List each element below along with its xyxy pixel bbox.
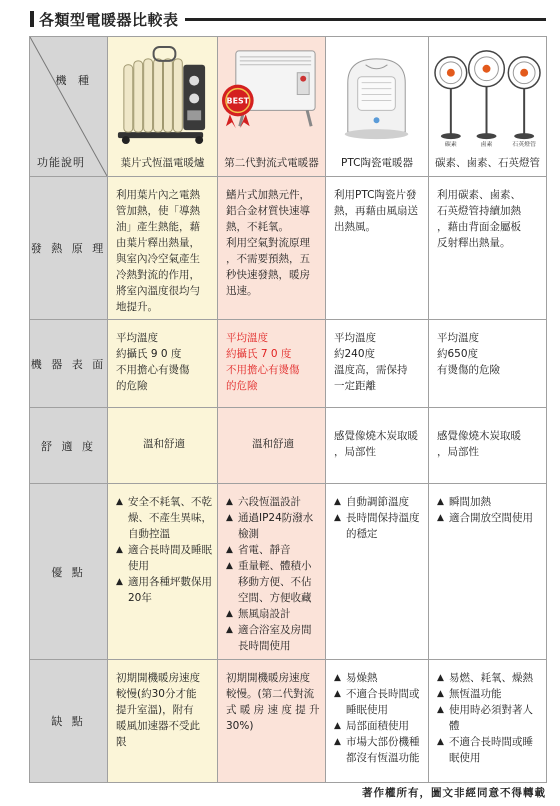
surface-convection-heater: 平均溫度 約攝氏 7 0 度 不用擔心有燙傷 的危險	[226, 332, 300, 392]
list-item: ▲ 局部面積使用	[334, 718, 424, 734]
comfort-lamp-heaters: 感覺像燒木炭取暖 ，局部性	[437, 429, 521, 458]
pros-ptc-heater	[326, 484, 428, 546]
cons-ptc-heater	[326, 660, 428, 770]
pros-convection-heater-cell	[218, 484, 326, 660]
list-item: ▲ 易燃、耗氧、燥熱	[437, 670, 542, 686]
list-item: ▲ 不適合長時間或睡眠使用	[334, 686, 424, 718]
row-surface	[30, 320, 547, 408]
comparison-table	[29, 36, 547, 783]
corner-label-model: 機 種	[55, 74, 93, 87]
list-item: ▲ 適合開放空間使用	[437, 510, 542, 526]
title-mark	[30, 11, 34, 27]
heat-principle-oil-heater: 利用葉片內之電熱 管加熱，使「導熱 油」產生熱能，藉 由葉片釋出熱量， 與室內冷空氣產生 冷熱對流的作用， 將室內溫度很均勻 地提升。	[116, 189, 200, 313]
heat-principle-convection-heater: 鰭片式加熱元件， 鋁合金材質快速導 熱，不耗氧。 利用空氣對流原理 ，不需要預熱，五 秒快速發熱，暖房 迅速。	[226, 189, 310, 297]
row-comfort	[30, 408, 547, 484]
list-item: ▲ 六段恆溫設計	[226, 494, 321, 510]
header-corner	[30, 37, 108, 177]
best-badge-text: BEST	[226, 96, 250, 106]
cons-lamp-heaters	[429, 660, 546, 770]
header-row	[30, 37, 547, 177]
product-name-convection-heater: 第二代對流式電暖器	[224, 157, 319, 169]
list-item: ▲ 使用時必須對著人體	[437, 702, 542, 734]
title-bar	[30, 8, 546, 30]
comfort-ptc-heater: 感覺像燒木炭取暖 ，局部性	[334, 429, 418, 458]
heat-principle-ptc-heater: 利用PTC陶瓷片發 熱，再藉由風扇送 出熱風。	[334, 189, 418, 233]
row-label-heat-principle: 發 熱 原 理	[30, 177, 108, 320]
cons-convection-heater: 初期開機暖房速度 較慢。(第二代對流 式 暖 房 速 度 提 升 30%)	[226, 672, 320, 732]
sublabel-carbon: 碳素	[444, 141, 457, 149]
row-label-comfort: 舒 適 度	[30, 408, 108, 484]
row-label-cons: 缺 點	[30, 660, 108, 783]
product-name-lamp-heaters: 碳素、鹵素、石英燈管	[435, 157, 540, 169]
row-pros	[30, 484, 547, 660]
convection-heater-image	[218, 43, 325, 150]
product-ptc-heater	[326, 37, 429, 177]
product-lamp-heaters	[429, 37, 547, 177]
list-item: ▲ 安全不耗氧、不乾燥、不產生異味，自動控溫	[116, 494, 213, 542]
surface-lamp-heaters: 平均溫度 約650度 有燙傷的危險	[437, 332, 500, 376]
product-convection-heater	[218, 37, 326, 177]
page-title: 各類型電暖器比較表	[39, 10, 179, 29]
lamp-heaters-icon	[429, 43, 546, 150]
pros-lamp-heaters	[429, 484, 546, 530]
ptc-heater-icon	[326, 43, 428, 150]
pros-oil-heater-cell	[108, 484, 218, 660]
copyright-notice: 著作權所有，圖文非經同意不得轉載	[362, 787, 546, 799]
convection-heater-icon	[218, 43, 325, 150]
title-rule	[185, 18, 546, 21]
row-cons	[30, 660, 547, 783]
row-heat-principle	[30, 177, 547, 320]
oil-heater-image	[108, 43, 217, 150]
pros-ptc-heater-cell	[326, 484, 429, 660]
cons-ptc-heater-cell	[326, 660, 429, 783]
product-name-ptc-heater: PTC陶瓷電暖器	[341, 157, 413, 169]
list-item: ▲ 市場大部份機種都沒有恆溫功能	[334, 734, 424, 766]
list-item: ▲ 自動調節溫度	[334, 494, 424, 510]
heat-principle-lamp-heaters: 利用碳素、鹵素、 石英燈管持續加熱 ，藉由背面金屬板 反射釋出熱量。	[437, 189, 521, 249]
corner-label-function: 功能說明	[37, 156, 85, 169]
ptc-heater-image	[326, 43, 428, 150]
surface-oil-heater: 平均溫度 約攝氏 9 0 度 不用擔心有燙傷 的危險	[116, 332, 190, 392]
list-item: ▲ 易燥熱	[334, 670, 424, 686]
row-label-pros: 優 點	[30, 484, 108, 660]
pros-lamp-heaters-cell	[429, 484, 547, 660]
list-item: ▲ 長時間保持溫度的穩定	[334, 510, 424, 542]
list-item: ▲ 通過IP24防潑水檢測	[226, 510, 321, 542]
list-item: ▲ 適用各種坪數保用20年	[116, 574, 213, 606]
lamp-heaters-image	[429, 43, 546, 150]
comfort-convection-heater: 溫和舒適	[252, 437, 294, 450]
list-item: ▲ 適合浴室及房間長時間使用	[226, 622, 321, 654]
sublabel-quartz: 石英燈管	[512, 141, 537, 149]
list-item: ▲ 省電、靜音	[226, 542, 321, 558]
product-name-oil-heater: 葉片式恆溫電暖爐	[120, 157, 205, 169]
list-item: ▲ 無風扇設計	[226, 606, 321, 622]
list-item: ▲ 不適合長時間或睡眠使用	[437, 734, 542, 766]
row-label-surface: 機 器 表 面	[30, 320, 108, 408]
pros-oil-heater	[108, 484, 217, 610]
oil-heater-icon	[108, 43, 217, 150]
list-item: ▲ 無恆溫功能	[437, 686, 542, 702]
cons-oil-heater: 初期開機暖房速度 較慢(約30分才能 提升室溫)，附有 暖風加速器不受此 限	[116, 672, 200, 748]
pros-convection-heater	[218, 484, 325, 658]
list-item: ▲ 重量輕、體積小移動方便、不佔空間、方便收藏	[226, 558, 321, 606]
surface-ptc-heater: 平均溫度 約240度 溫度高，需保持 一定距離	[334, 332, 408, 392]
list-item: ▲ 瞬間加熱	[437, 494, 542, 510]
cons-lamp-heaters-cell	[429, 660, 547, 783]
comfort-oil-heater: 溫和舒適	[143, 437, 185, 450]
sublabel-halogen: 鹵素	[480, 141, 493, 149]
product-oil-heater	[108, 37, 218, 177]
list-item: ▲ 適合長時間及睡眠使用	[116, 542, 213, 574]
